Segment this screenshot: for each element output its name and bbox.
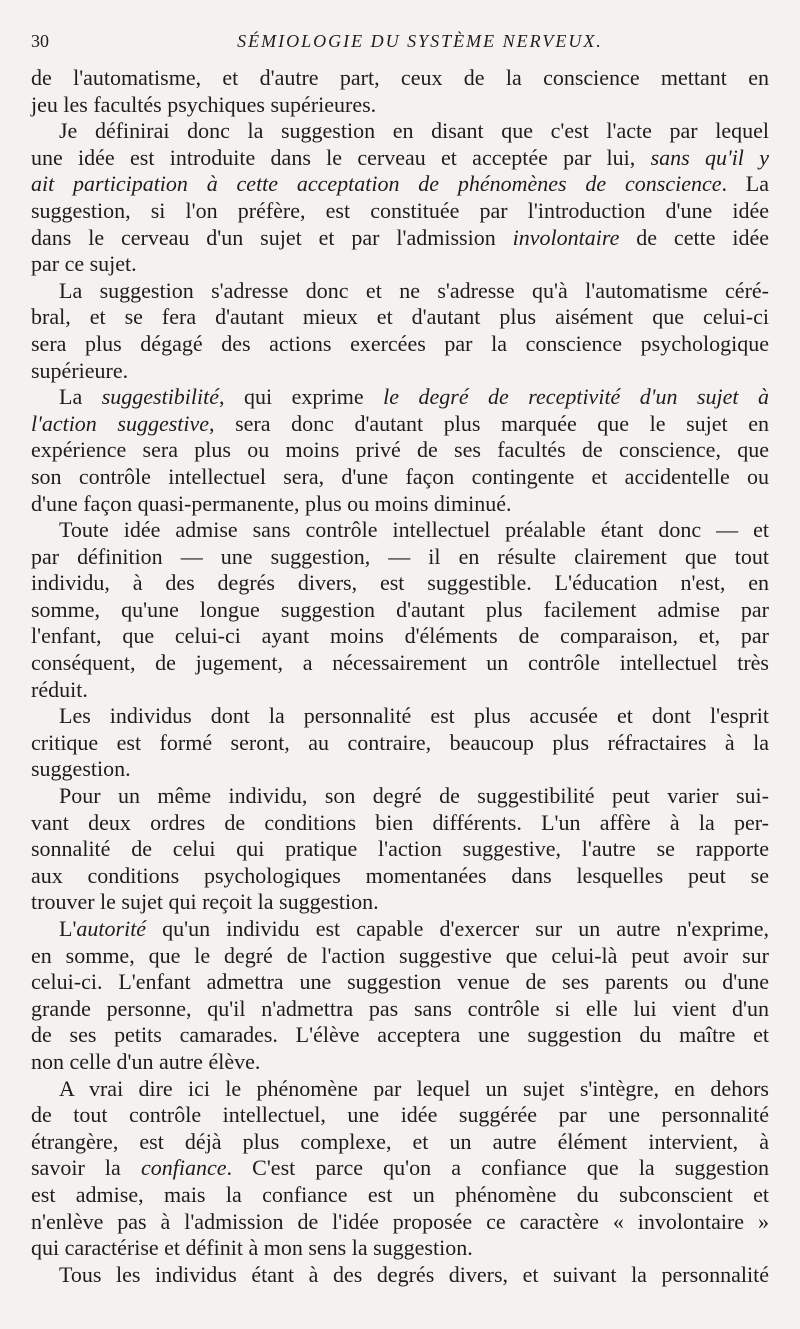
text-line (31, 278, 769, 305)
text-segment: somme, qu'une longue suggestion d'autant plus facilement admise par (31, 596, 769, 622)
text-segment: individu, à des degrés divers, est suggestible. L'éducation n'est, en (31, 570, 769, 596)
text-line (31, 623, 769, 650)
italic-text-segment: suggestibilité (101, 384, 220, 410)
text-segment: A vrai dire ici le phénomène par lequel un sujet s'intègre, en dehors (59, 1075, 769, 1101)
text-segment: en somme, que le degré de l'action suggestive que celui-là peut avoir sur (31, 942, 769, 968)
text-line (31, 677, 769, 704)
text-segment: aux conditions psychologiques momentanées dans lesquelles peut se (31, 862, 769, 888)
text-line (31, 863, 769, 890)
text-segment: son contrôle intellectuel sera, d'une façon contingente et accidentelle ou (31, 463, 769, 489)
text-segment: . C'est parce qu'on a confiance que la suggestion (226, 1155, 769, 1181)
text-segment: n'enlève pas à l'admission de l'idée proposée ce caractère « involontaire » (31, 1208, 769, 1234)
text-line (31, 1155, 769, 1182)
text-segment: de l'automatisme, et d'autre part, ceux de la conscience mettant en (31, 65, 769, 90)
text-line (31, 517, 769, 544)
text-segment: d'une façon quasi-permanente, plus ou moins diminué. (31, 490, 512, 516)
text-segment: de ses petits camarades. L'élève acceptera une suggestion du maître et (31, 1022, 769, 1048)
italic-text-segment: autorité (76, 916, 147, 941)
text-line (31, 198, 769, 225)
text-line (31, 491, 769, 518)
text-line (31, 251, 769, 278)
text-line (31, 570, 769, 597)
text-line (31, 544, 769, 571)
text-segment: est admise, mais la confiance est un phénomène du subconscient et (31, 1181, 769, 1207)
text-line (31, 1182, 769, 1209)
text-line (31, 810, 769, 837)
text-line (31, 1209, 769, 1236)
text-segment: conséquent, de jugement, a nécessairement un contrôle intellectuel très (31, 650, 769, 676)
italic-text-segment: le degré de receptivité d'un sujet à (383, 384, 769, 410)
page-number: 30 (31, 31, 49, 51)
text-line (31, 1049, 769, 1076)
text-line (31, 437, 769, 464)
text-segment: par définition — une suggestion, — il en résulte clairement que tout (31, 543, 769, 569)
text-line (31, 597, 769, 624)
text-line (31, 730, 769, 757)
text-segment: dans le cerveau d'un sujet et par l'admission (31, 224, 513, 250)
text-line (31, 358, 769, 385)
text-line (31, 384, 769, 411)
text-line (31, 331, 769, 358)
text-line (31, 464, 769, 491)
text-segment: expérience sera plus ou moins privé de ses facultés de conscience, que (31, 437, 769, 463)
text-segment: La suggestion s'adresse donc et ne s'adresse qu'à l'automatisme céré- (59, 277, 769, 303)
text-line (31, 889, 769, 916)
page-header (31, 31, 769, 55)
text-segment: non celle d'un autre élève. (31, 1048, 261, 1074)
text-segment: une idée est introduite dans le cerveau et acceptée par lui, (31, 144, 651, 170)
text-line (31, 1235, 769, 1262)
text-line (31, 969, 769, 996)
text-segment: savoir la (31, 1155, 141, 1181)
text-segment: , qui exprime (219, 384, 384, 410)
text-line (31, 65, 769, 92)
text-line (31, 304, 769, 331)
text-segment: étrangère, est déjà plus complexe, et un autre élément intervient, à (31, 1128, 769, 1154)
text-segment: L' (59, 916, 77, 941)
text-segment: suggestion, si l'on préfère, est constituée par l'introduction d'une idée (31, 197, 769, 223)
text-line (31, 996, 769, 1023)
text-segment: La (59, 384, 102, 410)
running-title: SÉMIOLOGIE DU SYSTÈME NERVEUX. (237, 31, 603, 51)
text-segment: Je définirai donc la suggestion en disant que c'est l'acte par lequel (59, 118, 769, 144)
text-segment: de tout contrôle intellectuel, une idée suggérée par une personnalité (31, 1102, 769, 1128)
text-segment: qui caractérise et définit à mon sens la suggestion. (31, 1235, 473, 1261)
text-segment: Toute idée admise sans contrôle intellectuel préalable étant donc — et (59, 517, 769, 543)
italic-text-segment: involontaire (512, 224, 620, 250)
body-text (31, 65, 769, 1288)
text-line (31, 1102, 769, 1129)
text-segment: . La (721, 171, 770, 197)
text-line (31, 1129, 769, 1156)
text-line (31, 145, 769, 172)
text-segment: supérieure. (31, 357, 129, 383)
text-line (31, 783, 769, 810)
text-segment: Tous les individus étant à des degrés divers, et suivant la personnalité (59, 1261, 769, 1287)
text-line (31, 411, 769, 438)
text-segment: bral, et se fera d'autant mieux et d'autant plus aisément que celui-ci (31, 304, 769, 330)
italic-text-segment: l'action suggestive (31, 410, 210, 436)
italic-text-segment: sans qu'il y (650, 144, 769, 170)
text-segment: critique est formé seront, au contraire, beaucoup plus réfractaires à la (31, 729, 769, 755)
text-line (31, 171, 769, 198)
text-line (31, 916, 769, 943)
text-line (31, 1076, 769, 1103)
text-segment: jeu les facultés psychiques supérieures. (31, 91, 377, 117)
text-segment: celui-ci. L'enfant admettra une suggestion venue de ses parents ou d'une (31, 969, 769, 995)
text-segment: l'enfant, que celui-ci ayant moins d'éléments de comparaison, et, par (31, 623, 769, 649)
text-line (31, 836, 769, 863)
text-segment: de cette idée (619, 224, 769, 250)
italic-text-segment: ait participation à cette acceptation de phénomènes de conscience (31, 171, 722, 197)
text-line (31, 703, 769, 730)
text-segment: suggestion. (31, 756, 131, 782)
text-segment: , sera donc d'autant plus marquée que le sujet en (209, 410, 769, 436)
text-segment: réduit. (31, 676, 88, 702)
text-line (31, 92, 769, 119)
text-segment: trouver le sujet qui reçoit la suggestion. (31, 889, 379, 915)
text-line (31, 756, 769, 783)
text-segment: Les individus dont la personnalité est plus accusée et dont l'esprit (59, 703, 769, 729)
text-segment: sonnalité de celui qui pratique l'action suggestive, l'autre se rapporte (31, 836, 769, 862)
text-segment: vant deux ordres de conditions bien différents. L'un affère à la per- (31, 809, 769, 835)
text-segment: par ce sujet. (31, 251, 137, 277)
text-line (31, 943, 769, 970)
text-segment: qu'un individu est capable d'exercer sur un autre n'exprime, (146, 916, 769, 941)
text-line (31, 1022, 769, 1049)
text-line (31, 650, 769, 677)
italic-text-segment: confiance (140, 1155, 227, 1181)
text-segment: grande personne, qu'il n'admettra pas sans contrôle si elle lui vient d'un (31, 995, 769, 1021)
text-line (31, 118, 769, 145)
text-line (31, 1262, 769, 1289)
text-line (31, 225, 769, 252)
text-segment: sera plus dégagé des actions exercées par la conscience psychologique (31, 330, 769, 356)
text-segment: Pour un même individu, son degré de suggestibilité peut varier sui- (59, 783, 769, 809)
